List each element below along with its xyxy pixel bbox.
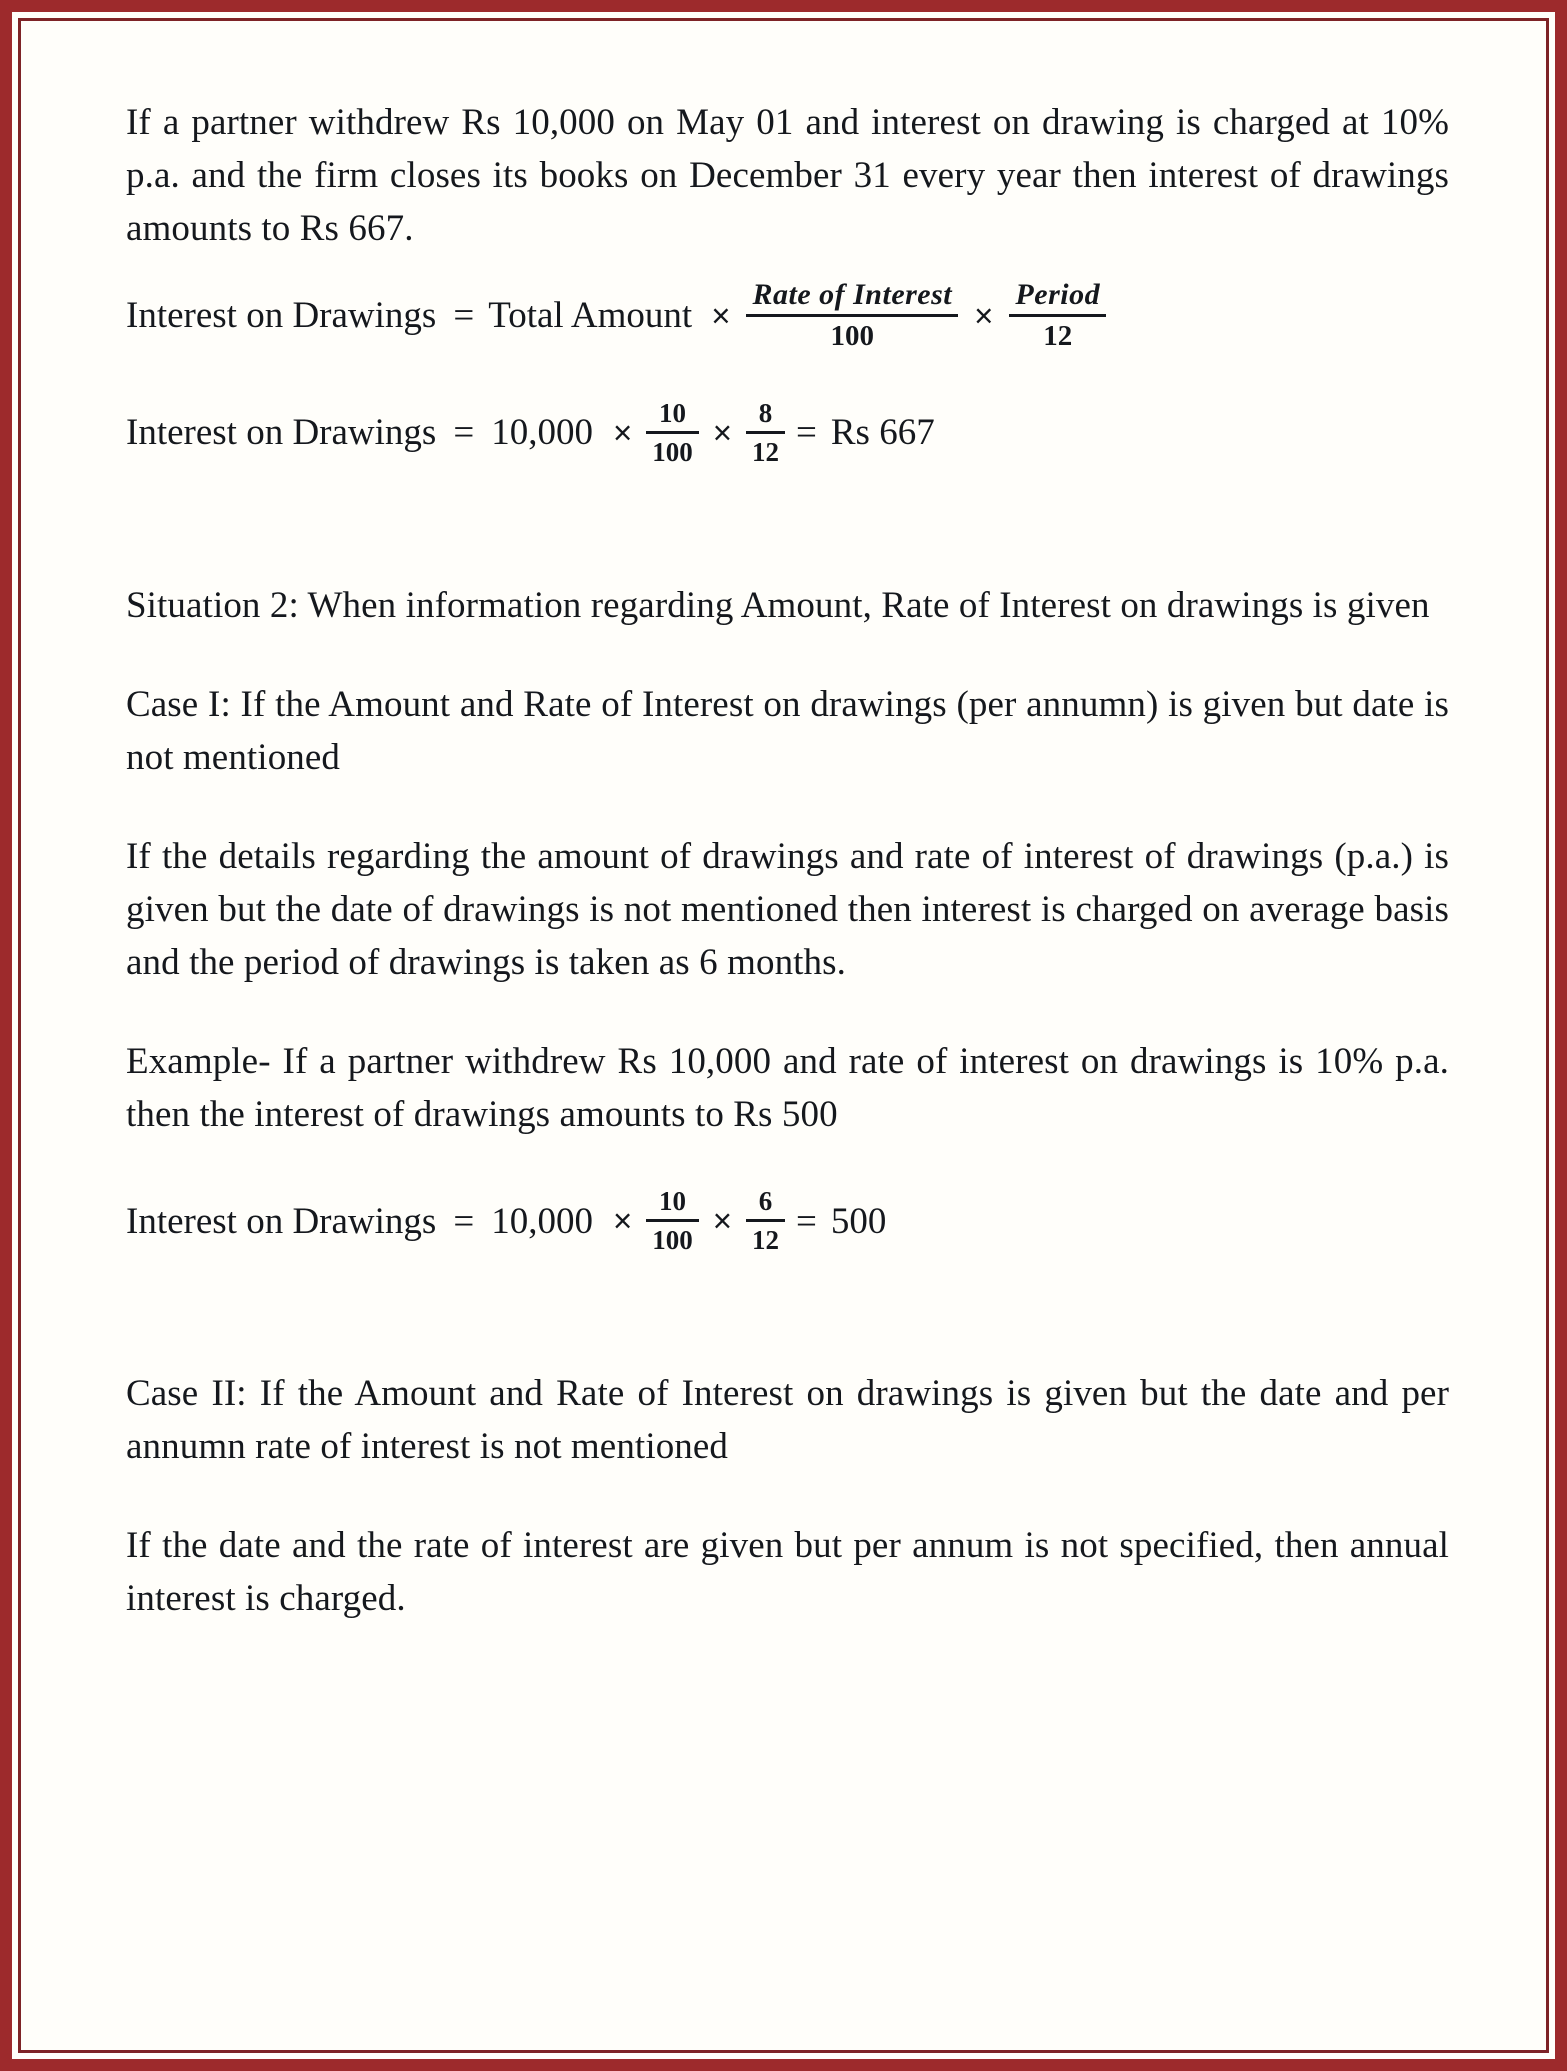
case1-body-paragraph: If the details regarding the amount of drawings and rate of interest of drawings (p.a.) is given but the date of drawings is not mentioned then interest is charged on average basis and the period of drawings is taken as 6 months.	[126, 836, 1449, 984]
spacer	[126, 632, 1449, 678]
formula-worked-667-label: Interest on Drawings	[126, 412, 437, 454]
formula-general-equals: =	[453, 295, 475, 337]
formula-general-amount-term: Total Amount	[488, 295, 693, 337]
intro-paragraph: If a partner withdrew Rs 10,000 on May 01 and interest on drawing is charged at 10% p.a. and the firm closes its books on December 31 every year then interest of drawings amounts to Rs 667.	[126, 102, 1449, 249]
spacer	[126, 1473, 1449, 1519]
formula-worked-667-amount: 10,000	[491, 412, 593, 454]
spacer	[126, 467, 1449, 579]
formula-general-period-denominator: 12	[1043, 320, 1073, 353]
case1-heading: Case I: If the Amount and Rate of Interest on drawings (per annumn) is given but date is not mentioned	[126, 684, 1449, 779]
formula-worked-500-equals: =	[453, 1200, 475, 1242]
spacer	[126, 353, 1449, 399]
formula-general-rate-numerator: Rate of Interest	[752, 278, 953, 311]
spacer	[126, 1255, 1449, 1367]
spacer	[126, 989, 1449, 1035]
multiplication-icon: ×	[974, 296, 994, 334]
formula-general-rate-denominator: 100	[830, 320, 875, 353]
formula-worked-667-rate-fraction	[646, 399, 699, 467]
formula-worked-500-amount: 10,000	[491, 1200, 593, 1242]
case2-body-paragraph: If the date and the rate of interest are given but per annum is not specified, then annual interest is charged.	[126, 1525, 1449, 1620]
formula-general-label: Interest on Drawings	[126, 295, 437, 337]
multiplication-icon: ×	[612, 413, 633, 451]
formula-worked-667-result: Rs 667	[830, 412, 935, 454]
spacer	[126, 255, 1449, 279]
formula-worked-667-equals: =	[453, 412, 475, 454]
formula-worked-500-rate-numerator: 10	[658, 1186, 686, 1217]
multiplication-icon: ×	[712, 1202, 732, 1240]
formula-worked-500-period-fraction	[746, 1187, 785, 1255]
formula-worked-667-rate-denominator: 100	[652, 436, 693, 467]
formula-worked-667-period-denominator: 12	[752, 436, 779, 467]
multiplication-icon: ×	[612, 1202, 633, 1240]
formula-worked-667-rate-numerator: 10	[658, 397, 686, 428]
spacer	[126, 784, 1449, 830]
formula-general-interest-on-drawings	[126, 279, 1449, 353]
formula-general-rate-fraction	[746, 279, 958, 353]
formula-worked-500-label: Interest on Drawings	[126, 1200, 437, 1242]
formula-worked-500	[126, 1187, 1449, 1255]
formula-worked-667-result-equals: =	[796, 412, 817, 454]
example-paragraph: Example- If a partner withdrew Rs 10,000 and rate of interest on drawings is 10% p.a. then the interest of drawings amounts to Rs 500	[126, 1041, 1449, 1136]
multiplication-icon: ×	[712, 413, 732, 451]
formula-worked-667-period-fraction	[746, 399, 785, 467]
formula-worked-500-period-denominator: 12	[752, 1225, 779, 1256]
formula-worked-500-result-equals: =	[796, 1200, 817, 1242]
formula-worked-500-result: 500	[830, 1200, 887, 1242]
multiplication-icon: ×	[711, 296, 731, 334]
situation2-heading: Situation 2: When information regarding Amount, Rate of Interest on drawings is given	[126, 585, 1430, 627]
formula-worked-667	[126, 399, 1449, 467]
formula-worked-500-rate-denominator: 100	[652, 1225, 693, 1256]
formula-worked-500-rate-fraction	[646, 1187, 699, 1255]
case2-heading: Case II: If the Amount and Rate of Interest on drawings is given but the date and per annumn rate of interest is not mentioned	[126, 1373, 1449, 1468]
formula-worked-667-period-numerator: 8	[758, 397, 773, 428]
spacer	[126, 1141, 1449, 1187]
formula-general-period-fraction	[1009, 279, 1106, 353]
formula-worked-500-period-numerator: 6	[758, 1186, 773, 1217]
formula-general-period-numerator: Period	[1015, 278, 1101, 311]
